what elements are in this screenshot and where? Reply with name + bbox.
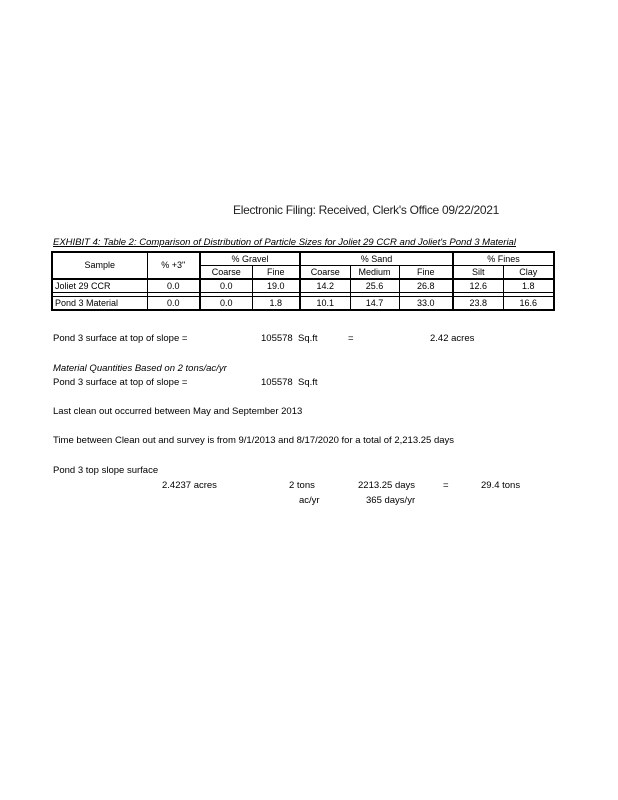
header-sample: Sample	[52, 252, 147, 279]
calc-days-per-yr: 365 days/yr	[366, 495, 416, 506]
row-gravel-coarse: 0.0	[200, 297, 252, 311]
quantities-unit: Sq.ft	[298, 377, 318, 388]
row-gravel-coarse: 0.0	[200, 279, 252, 293]
calc-tons: 2 tons	[289, 480, 315, 491]
calc-equals: =	[443, 480, 449, 491]
time-between-text: Time between Clean out and survey is from 9/1/2013 and 8/17/2020 for a total of 2,213.25 days	[53, 435, 455, 446]
header-clay: Clay	[503, 266, 554, 280]
header-silt: Silt	[453, 266, 503, 280]
header-sand-medium: Medium	[350, 266, 399, 280]
exhibit-title: EXHIBIT 4: Table 2: Comparison of Distribution of Particle Sizes for Joliet 29 CCR and Joliet's Pond 3 Material	[53, 237, 516, 248]
filing-stamp: Electronic Filing: Received, Clerk's Office 09/22/2021	[233, 203, 500, 217]
table-row	[52, 279, 554, 293]
row-sample: Pond 3 Material	[52, 297, 147, 311]
row-gravel-fine: 19.0	[252, 279, 300, 293]
calc-result: 29.4 tons	[481, 480, 521, 491]
particle-size-table	[51, 251, 555, 311]
calc-per: ac/yr	[299, 495, 320, 506]
surface-value: 105578	[261, 333, 293, 344]
calc-acres: 2.4237 acres	[162, 480, 217, 491]
table-row	[52, 297, 554, 311]
row-gravel-fine: 1.8	[252, 297, 300, 311]
header-fines: % Fines	[453, 252, 554, 266]
row-sand-coarse: 10.1	[300, 297, 350, 311]
row-plus3: 0.0	[147, 297, 200, 311]
row-sand-fine: 26.8	[399, 279, 453, 293]
header-sand: % Sand	[300, 252, 453, 266]
row-clay: 1.8	[503, 279, 554, 293]
header-sand-coarse: Coarse	[300, 266, 350, 280]
surface-label: Pond 3 surface at top of slope =	[53, 333, 188, 344]
calc-label: Pond 3 top slope surface	[53, 465, 159, 476]
row-silt: 23.8	[453, 297, 503, 311]
clean-out-text: Last clean out occurred between May and September 2013	[53, 406, 303, 417]
header-plus3: % +3"	[147, 252, 200, 279]
surface-equals: =	[348, 333, 354, 344]
row-clay: 16.6	[503, 297, 554, 311]
row-silt: 12.6	[453, 279, 503, 293]
calc-days: 2213.25 days	[358, 480, 416, 491]
row-sand-coarse: 14.2	[300, 279, 350, 293]
header-sand-fine: Fine	[399, 266, 453, 280]
row-sand-medium: 25.6	[350, 279, 399, 293]
quantities-label: Pond 3 surface at top of slope =	[53, 377, 188, 388]
header-gravel: % Gravel	[200, 252, 300, 266]
surface-unit: Sq.ft	[298, 333, 318, 344]
header-gravel-coarse: Coarse	[200, 266, 252, 280]
quantities-heading: Material Quantities Based on 2 tons/ac/yr	[53, 363, 227, 374]
surface-acres: 2.42 acres	[430, 333, 475, 344]
row-sand-fine: 33.0	[399, 297, 453, 311]
row-plus3: 0.0	[147, 279, 200, 293]
row-sample: Joliet 29 CCR	[52, 279, 147, 293]
table-header-row-1	[52, 252, 554, 266]
header-gravel-fine: Fine	[252, 266, 300, 280]
quantities-value: 105578	[261, 377, 293, 388]
row-sand-medium: 14.7	[350, 297, 399, 311]
